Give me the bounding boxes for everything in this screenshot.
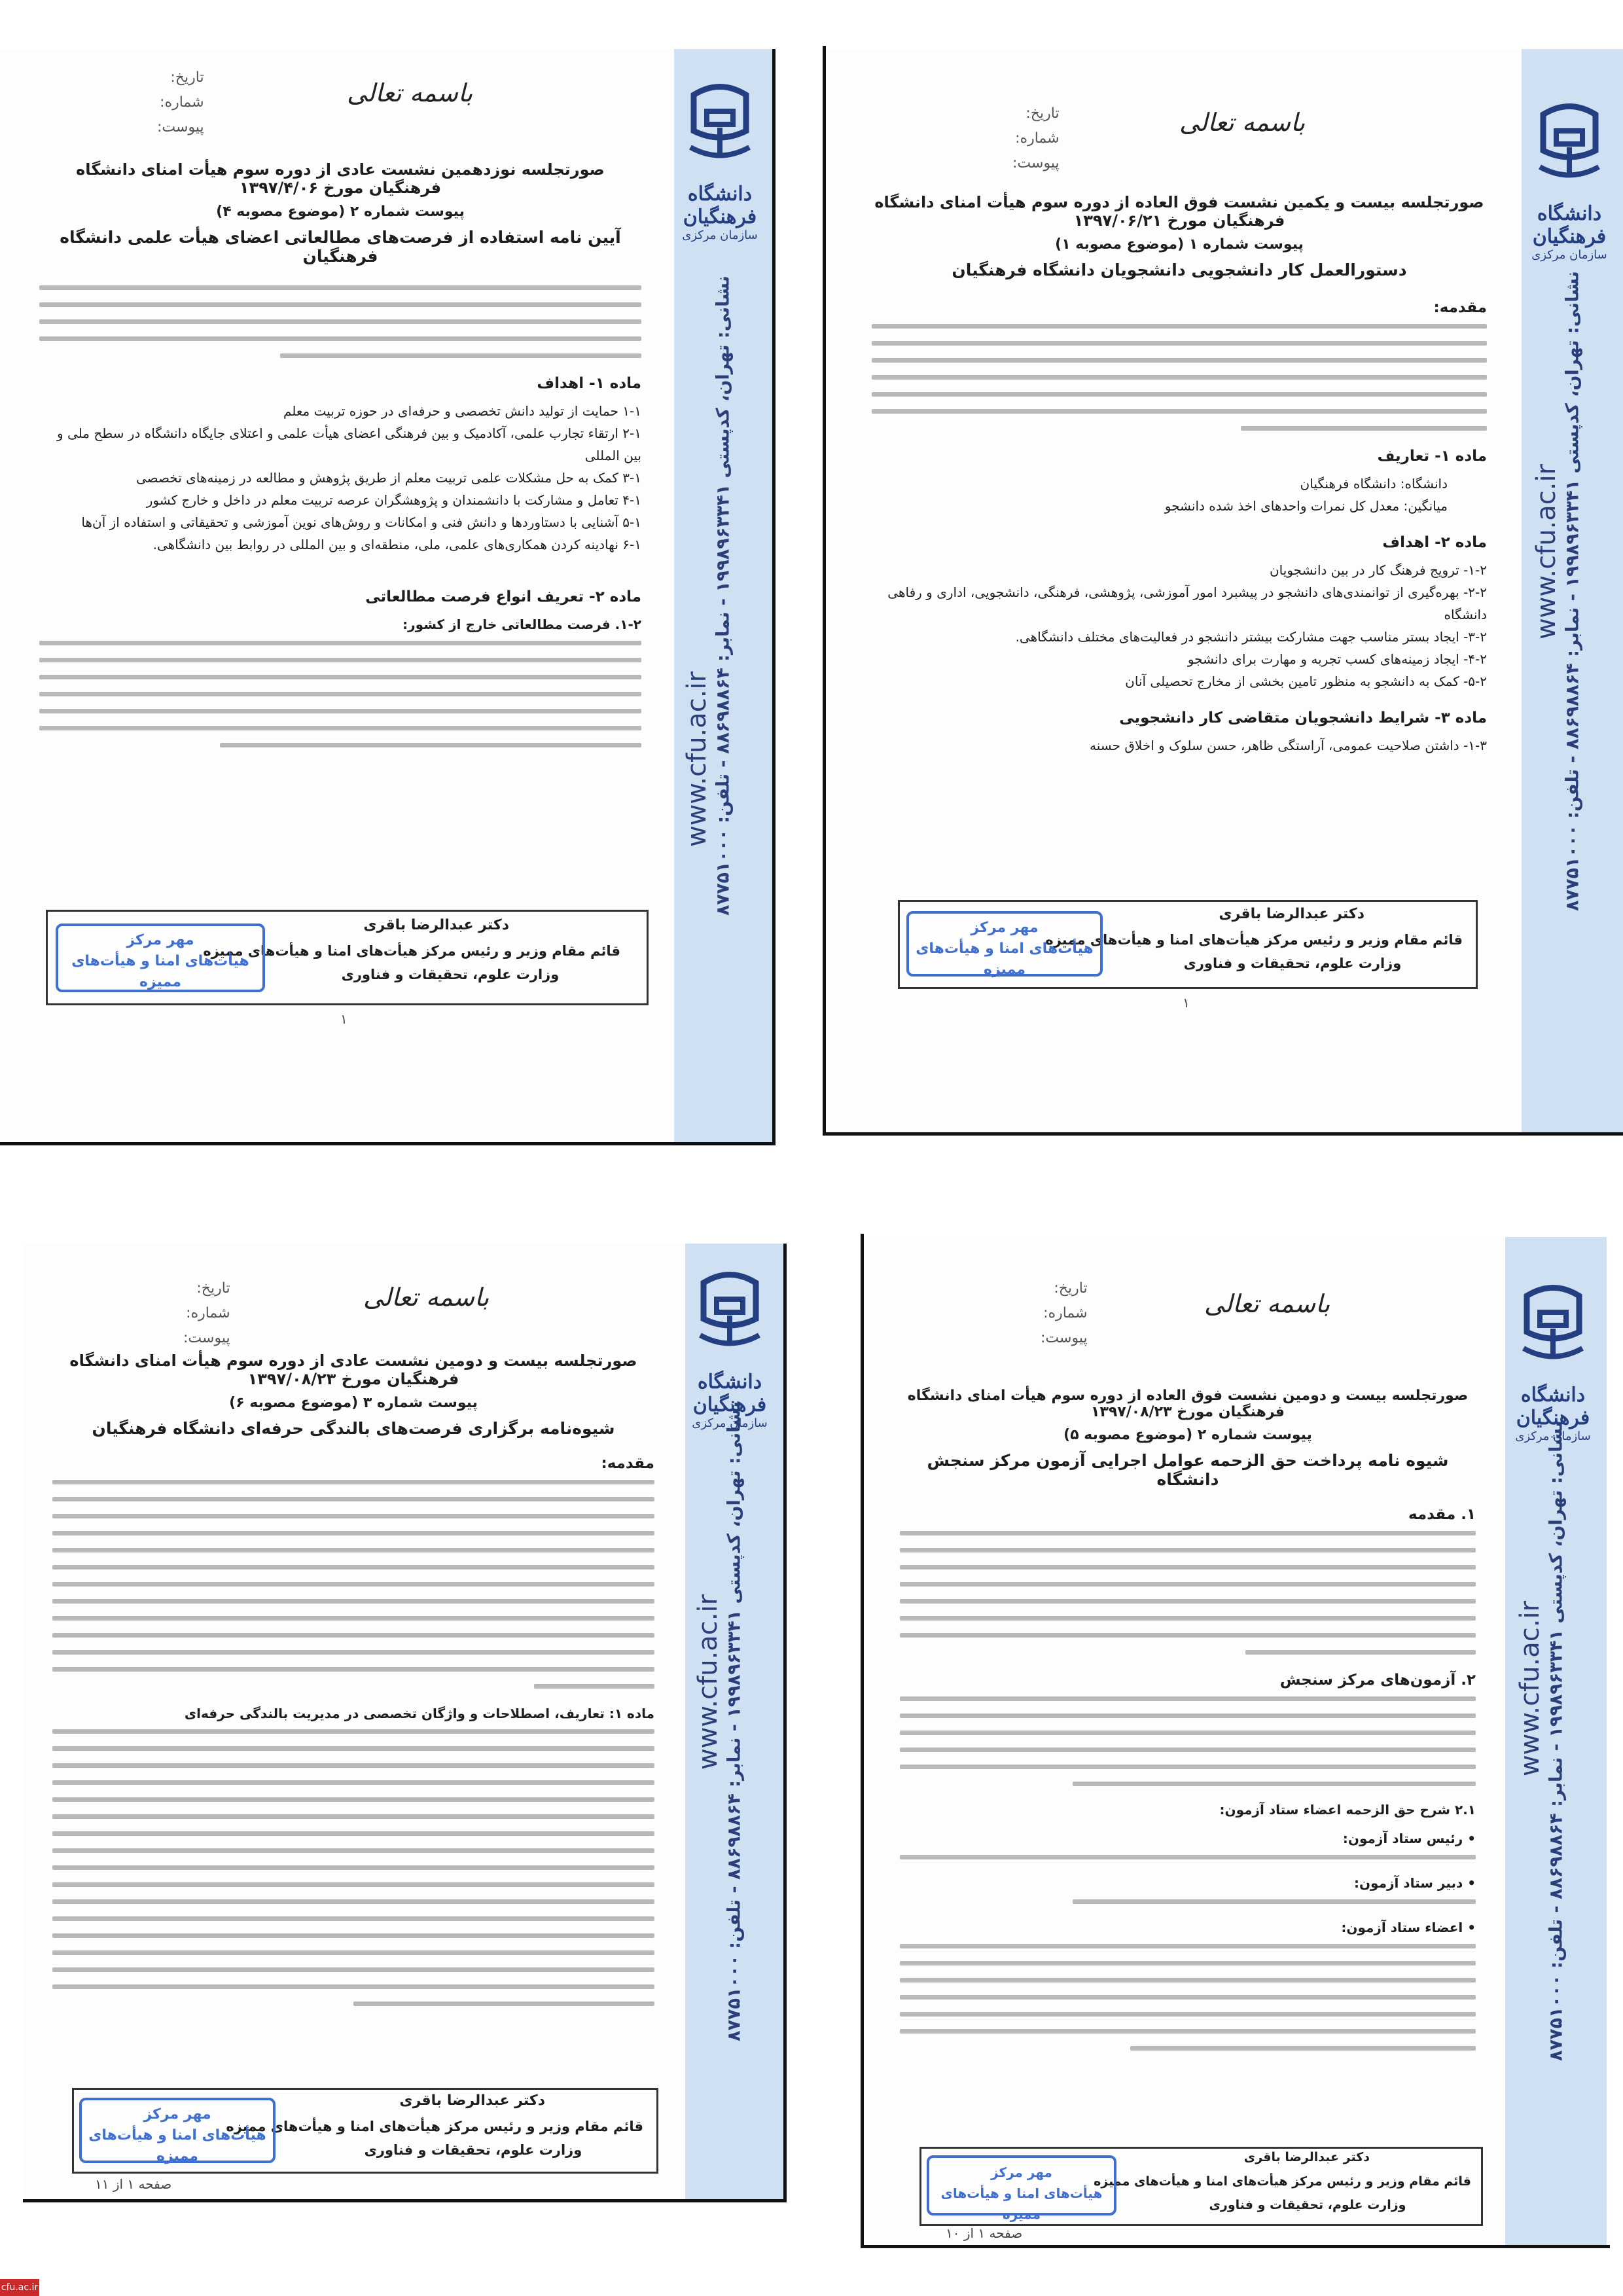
subsection-heading: ۱-۲. فرصت مطالعاتی خارج از کشور:: [402, 617, 641, 632]
attachment-label: پیوست شماره ۳ (موضوع مصوبه ۶): [229, 1395, 478, 1411]
article-1-heading: ماده ۱: تعاریف، اصطلاحات و واژگان تخصصی در مدیریت بالندگی حرفه‌ای: [184, 1706, 654, 1721]
stamp-line1: مهر مرکز: [143, 2106, 211, 2123]
bylaw-heading: آیین نامه استفاده از فرصت‌های مطالعاتی اعضای هیأت علمی دانشگاه فرهنگیان: [60, 228, 621, 266]
minutes-title: صورتجلسه نوزدهمین نشست عادی از دوره سوم هیأت امنای دانشگاه فرهنگیان مورخ ۱۳۹۷/۴/۰۶: [76, 160, 605, 197]
bismillah: باسمه تعالی: [347, 79, 473, 107]
intro-heading: مقدمه:: [601, 1455, 654, 1472]
meta-number: شماره:: [160, 94, 204, 111]
minutes-title: صورتجلسه بیست و یکمین نشست فوق العاده از دوره سوم هیأت امنای دانشگاه فرهنگیان مورخ ۱۳۹۷/۰۶/۲۱: [874, 193, 1484, 230]
subsection-heading: ۲.۱ شرح حق الزحمه اعضاء ستاد آزمون:: [1219, 1802, 1476, 1818]
stamp-line2: هیأت‌های امنا و هیأت‌های ممیزه: [940, 2185, 1103, 2222]
letterhead-website: www.cfu.ac.ir: [1531, 463, 1561, 639]
university-name: دانشگاه فرهنگیان: [1516, 1384, 1590, 1429]
list-item: ۴-۲- ایجاد زمینه‌های کسب تجربه و مهارت برای دانشجو: [1187, 651, 1487, 667]
meta-attachment: پیوست:: [183, 1330, 230, 1346]
meta-date: تاریخ:: [170, 69, 204, 86]
page-number: صفحه ۱ از ۱۱: [95, 2176, 172, 2192]
list-item: ۵-۲- کمک به دانشجو به منظور تامین بخشی از مخارج تحصیلی آنان: [1125, 673, 1487, 689]
scan-border: [861, 1234, 1610, 2248]
university-sub: سازمان مرکزی: [682, 228, 758, 242]
list-item: ۵-۱ آشنایی با دستاوردها و دانش فنی و امکانات و روش‌های نوین آموزشی و تحقیقاتی و استفاده از آن‌ها: [81, 514, 641, 530]
definition-item: میانگین: معدل کل نمرات واحدهای اخذ شده دانشجو: [1164, 498, 1448, 514]
signatory-name: دکتر عبدالرضا باقری: [1219, 906, 1364, 922]
university-name: دانشگاه فرهنگیان: [683, 183, 757, 228]
minutes-title: صورتجلسه بیست و دومین نشست عادی از دوره سوم هیأت امنای دانشگاه فرهنگیان مورخ ۱۳۹۷/۰۸/۲۳: [69, 1352, 637, 1388]
attachment-label: پیوست شماره ۲ (موضوع مصوبه ۵): [1063, 1427, 1312, 1443]
signatory-name: دکتر عبدالرضا باقری: [399, 2092, 545, 2109]
meta-number: شماره:: [186, 1305, 230, 1321]
stamp-line2: هیأت‌های امنا و هیأت‌های ممیزه: [71, 953, 249, 990]
meta-attachment: پیوست:: [1012, 155, 1060, 171]
section-1-heading: ۱. مقدمه: [1408, 1506, 1476, 1523]
meta-attachment: پیوست:: [157, 119, 204, 135]
letterhead-website: www.cfu.ac.ir: [682, 671, 712, 848]
letterhead-website: www.cfu.ac.ir: [693, 1594, 723, 1770]
scan-border: [0, 49, 776, 1145]
meta-number: شماره:: [1043, 1305, 1088, 1321]
meta-attachment: پیوست:: [1041, 1330, 1088, 1346]
signatory-title-line1: قائم مقام وزیر و رئیس مرکز هیأت‌های امنا و هیأت‌های ممیزه: [1045, 932, 1463, 948]
list-item: ۶-۱ نهادینه کردن همکاری‌های علمی، ملی، منطقه‌ای و بین المللی در روابط بین دانشگاهی.: [152, 537, 641, 552]
letterhead-address: نشانی: تهران، کدپستی ۱۹۹۸۹۶۳۳۴۱ - نمابر: ۸۸۶۹۸۸۶۴ - تلفن: ۸۷۷۵۱۰۰۰: [1546, 1421, 1566, 2061]
page-number: ۱: [340, 1011, 348, 1027]
letterhead-address: نشانی: تهران، کدپستی ۱۹۹۸۹۶۳۳۴۱ - نمابر: ۸۸۶۹۸۸۶۴ - تلفن: ۸۷۷۵۱۰۰۰: [713, 276, 734, 916]
article-2-heading: ماده ۲- اهداف: [1382, 534, 1487, 551]
list-item: ۱-۱ حمایت از تولید دانش تخصصی و حرفه‌ای در حوزه تربیت معلم: [283, 403, 641, 419]
bismillah: باسمه تعالی: [1204, 1289, 1330, 1318]
stamp-line1: مهر مرکز: [971, 920, 1039, 936]
signatory-title-line2: وزارت علوم، تحقیقات و فناوری: [341, 967, 560, 982]
signatory-title-line2: وزارت علوم، تحقیقات و فناوری: [364, 2142, 582, 2158]
letterhead-website: www.cfu.ac.ir: [1514, 1600, 1545, 1777]
attachment-label: پیوست شماره ۱ (موضوع مصوبه ۱): [1055, 236, 1304, 253]
signatory-title-line1: قائم مقام وزیر و رئیس مرکز هیأت‌های امنا و هیأت‌های ممیزه: [1094, 2174, 1471, 2189]
scan-border: [823, 46, 1623, 1136]
attachment-label: پیوست شماره ۲ (موضوع مصوبه ۴): [216, 204, 465, 220]
section-2-heading: ۲. آزمون‌های مرکز سنجش: [1279, 1672, 1476, 1689]
letterhead-address: نشانی: تهران، کدپستی ۱۹۹۸۹۶۳۳۴۱ - نمابر: ۸۸۶۹۸۸۶۴ - تلفن: ۸۷۷۵۱۰۰۰: [724, 1401, 745, 2041]
stamp-line2: هیأت‌های امنا و هیأت‌های ممیزه: [916, 941, 1094, 978]
bullet-item: • رئیس ستاد آزمون:: [1342, 1831, 1476, 1846]
article-3-heading: ماده ۳- شرایط دانشجویان متقاضی کار دانشجویی: [1119, 709, 1487, 726]
stamp-line1: مهر مرکز: [991, 2164, 1052, 2180]
bullet-item: • دبیر ستاد آزمون:: [1353, 1875, 1476, 1891]
list-item: ۲-۱ ارتقاء تجارب علمی، آکادمیک و بین فرهنگی اعضای هیأت علمی و اعتلای جایگاه دانشگاه در سطح ملی و بین المللی: [56, 425, 641, 463]
article-1-heading: ماده ۱- اهداف: [537, 375, 641, 392]
bismillah: باسمه تعالی: [363, 1283, 490, 1312]
university-sub: سازمان مرکزی: [1531, 248, 1607, 262]
intro-heading: مقدمه:: [1433, 299, 1487, 316]
minutes-title: صورتجلسه بیست و دومین نشست فوق العاده از دوره سوم هیأت امنای دانشگاه فرهنگیان مورخ ۱۳۹۷/۰۸/۲۳: [907, 1388, 1469, 1420]
article-2-heading: ماده ۲- تعریف انواع فرصت مطالعاتی: [365, 588, 641, 605]
list-item: ۴-۱ تعامل و مشارکت با دانشمندان و پژوهشگران عرصه تربیت معلم در داخل و خارج کشور: [146, 492, 641, 508]
article-1-heading: ماده ۱- تعاریف: [1377, 448, 1487, 465]
list-item: ۳-۲- ایجاد بستر مناسب جهت مشارکت بیشتر دانشجو در فعالیت‌های مختلف دانشگاهی.: [1015, 629, 1487, 645]
definition-item: دانشگاه: دانشگاه فرهنگیان: [1300, 476, 1448, 492]
site-badge: cfu.ac.ir: [0, 2279, 39, 2296]
signatory-name: دکتر عبدالرضا باقری: [1243, 2150, 1370, 2164]
university-name: دانشگاه فرهنگیان: [692, 1371, 767, 1416]
signatory-title-line2: وزارت علوم، تحقیقات و فناوری: [1209, 2198, 1406, 2212]
list-item: ۲-۲- بهره‌گیری از توانمندی‌های دانشجو در پیشبرد امور آموزشی، پژوهشی، فرهنگی، دانشجویی، اداری و رفاهی دانشگاه: [887, 584, 1487, 622]
signatory-title-line2: وزارت علوم، تحقیقات و فناوری: [1183, 956, 1402, 971]
letterhead-address: نشانی: تهران، کدپستی ۱۹۹۸۹۶۳۳۴۱ - نمابر: ۸۸۶۹۸۸۶۴ - تلفن: ۸۷۷۵۱۰۰۰: [1562, 270, 1582, 911]
signatory-name: دکتر عبدالرضا باقری: [363, 917, 509, 933]
list-item: ۱-۲- ترویج فرهنگ کار در بین دانشجویان: [1269, 562, 1487, 578]
university-sub: سازمان مرکزی: [692, 1416, 768, 1430]
meta-date: تاریخ:: [1054, 1280, 1088, 1297]
university-name: دانشگاه فرهنگیان: [1532, 202, 1607, 248]
university-sub: سازمان مرکزی: [1515, 1429, 1591, 1443]
scan-border: [23, 1244, 787, 2202]
stamp-line2: هیأت‌های امنا و هیأت‌های ممیزه: [88, 2127, 266, 2164]
guideline-heading: دستورالعمل کار دانشجویی دانشجویان دانشگاه فرهنگیان: [952, 260, 1407, 279]
regulation-heading: شیوه نامه پرداخت حق الزحمه عوامل اجرایی آزمون مرکز سنجش دانشگاه: [927, 1451, 1449, 1489]
meta-date: تاریخ:: [1026, 105, 1060, 122]
bismillah: باسمه تعالی: [1179, 108, 1306, 137]
bullet-item: • اعضاء ستاد آزمون:: [1341, 1920, 1476, 1935]
procedure-heading: شیوه‌نامه برگزاری فرصت‌های بالندگی حرفه‌ای دانشگاه فرهنگیان: [92, 1419, 615, 1438]
list-item: ۱-۳- داشتن صلاحیت عمومی، آراستگی ظاهر، حسن سلوک و اخلاق حسنه: [1090, 738, 1487, 753]
list-item: ۳-۱ کمک به حل مشکلات علمی تربیت معلم از طریق پژوهش و مطالعه در زمینه‌های تخصصی: [135, 470, 641, 486]
signatory-title-line1: قائم مقام وزیر و رئیس مرکز هیأت‌های امنا و هیأت‌های ممیزه: [203, 943, 620, 959]
meta-date: تاریخ:: [196, 1280, 230, 1297]
page-number: صفحه ۱ از ۱۰: [946, 2225, 1023, 2241]
stamp-line1: مهر مرکز: [126, 932, 194, 948]
meta-number: شماره:: [1015, 130, 1060, 147]
page-number: ۱: [1183, 995, 1190, 1011]
signatory-title-line1: قائم مقام وزیر و رئیس مرکز هیأت‌های امنا و هیأت‌های ممیزه: [226, 2119, 643, 2134]
